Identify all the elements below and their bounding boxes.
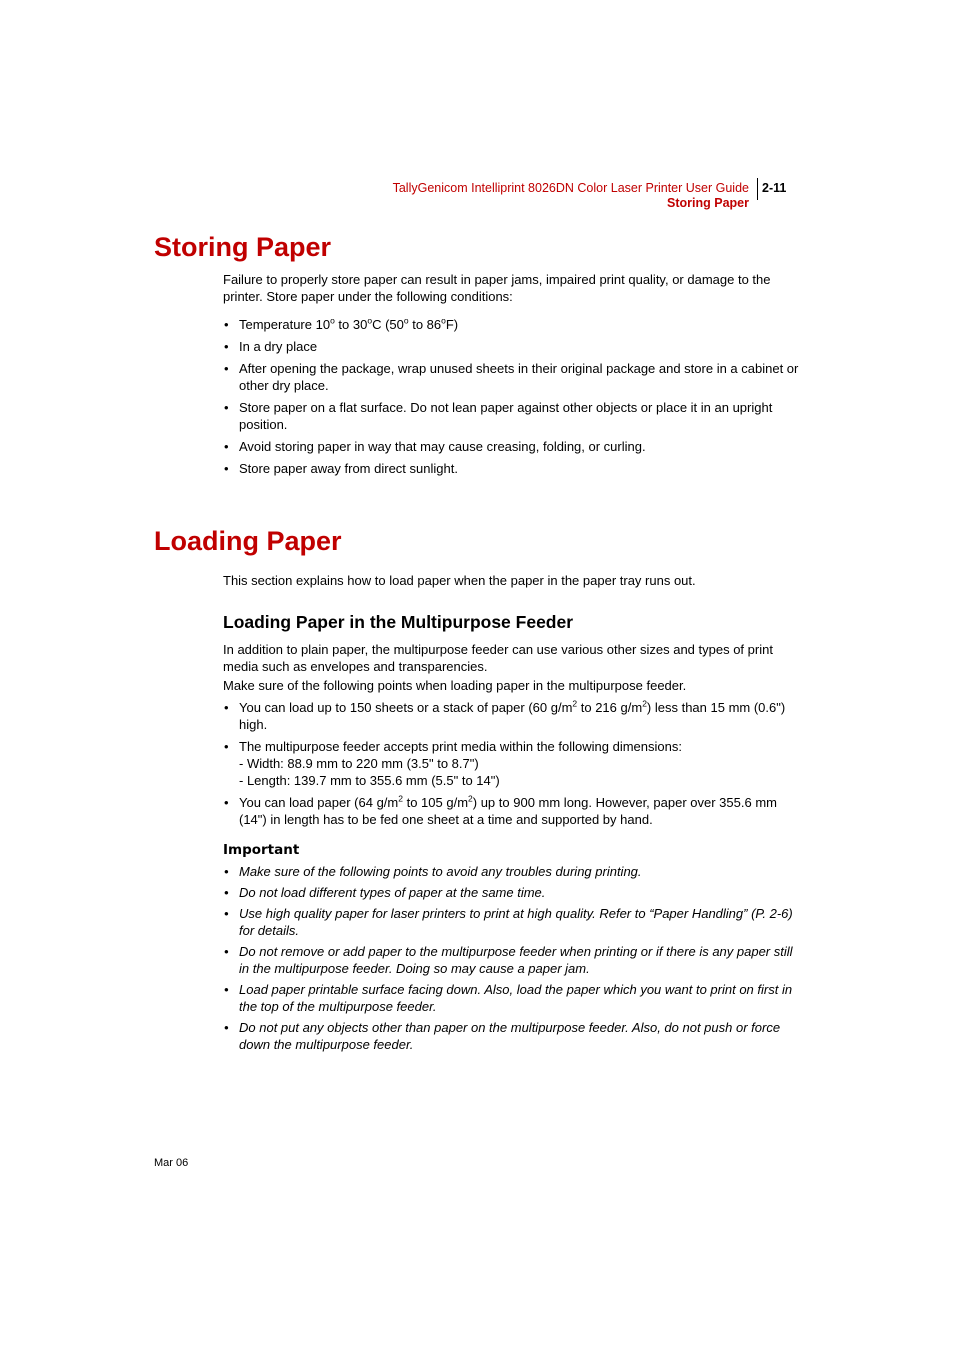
list-item: • Do not remove or add paper to the multipurpose feeder when printing or if there is any paper still in the multipurpose feeder. Doing so may cause a paper jam.: [223, 943, 803, 977]
important-label: Important: [223, 842, 300, 858]
running-header-title: TallyGenicom Intelliprint 8026DN Color Laser Printer User Guide: [392, 181, 749, 195]
header-divider: [757, 178, 758, 200]
loading-intro: This section explains how to load paper when the paper in the paper tray runs out.: [223, 573, 696, 588]
feeder-para-1: In addition to plain paper, the multipurpose feeder can use various other sizes and types of print media such as envelopes and transparencies.: [223, 642, 773, 674]
list-item: • In a dry place: [223, 338, 803, 355]
list-item: • Load paper printable surface facing down. Also, load the paper which you want to print on first in the top of the multipurpose feeder.: [223, 981, 803, 1015]
running-header-section: Storing Paper: [667, 196, 749, 210]
feeder-para-2: Make sure of the following points when loading paper in the multipurpose feeder.: [223, 678, 687, 693]
footer-date: Mar 06: [154, 1157, 189, 1169]
storing-intro: Failure to properly store paper can result in paper jams, impaired print quality, or damage to the printer. Store paper under the following conditions:: [223, 272, 771, 304]
storing-paper-heading: Storing Paper: [154, 232, 332, 262]
list-item: • Store paper on a flat surface. Do not lean paper against other objects or place it in an upright position.: [223, 399, 803, 433]
list-item: • Do not put any objects other than paper on the multipurpose feeder. Also, do not push or force down the multipurpose feeder.: [223, 1019, 803, 1053]
list-item-long-paper: • You can load paper (64 $g/m^2$ to 105 $g/m^2$) up to 900 mm long. However, paper over 355.6 mm (14") in length has to be fed one sheet at a time and supported by hand.: [223, 794, 803, 828]
multipurpose-feeder-heading: Loading Paper in the Multipurpose Feeder: [223, 612, 574, 632]
list-item-temperature: • Temperature 10$^o$ to 30$^o$C (50$^o$ to 86$^o$F): [223, 316, 803, 333]
storing-conditions-list: [223, 316, 803, 482]
list-item: • After opening the package, wrap unused sheets in their original package and store in a cabinet or other dry place.: [223, 360, 803, 394]
feeder-points-list: [223, 699, 803, 833]
important-list: [223, 863, 803, 1057]
list-item: • Store paper away from direct sunlight.: [223, 460, 803, 477]
list-item: • Use high quality paper for laser printers to print at high quality. Refer to “Paper Handling” (P. 2-6) for details.: [223, 905, 803, 939]
list-item-dimensions: • The multipurpose feeder accepts print media within the following dimensions: - Width: 88.9 mm to 220 mm (3.5" to 8.7") - Length: 139.7 mm to 355.6 mm (5.5" to 14"): [223, 738, 803, 789]
loading-paper-heading: Loading Paper: [154, 526, 342, 556]
list-item: • Avoid storing paper in way that may cause creasing, folding, or curling.: [223, 438, 803, 455]
list-item: • Make sure of the following points to avoid any troubles during printing.: [223, 863, 803, 880]
list-item: • Do not load different types of paper at the same time.: [223, 884, 803, 901]
list-item-capacity: • You can load up to 150 sheets or a stack of paper (60 $g/m^2$ to 216 $g/m^2$) less than 15 mm (0.6") high.: [223, 699, 803, 733]
page-number: 2-11: [762, 181, 787, 195]
